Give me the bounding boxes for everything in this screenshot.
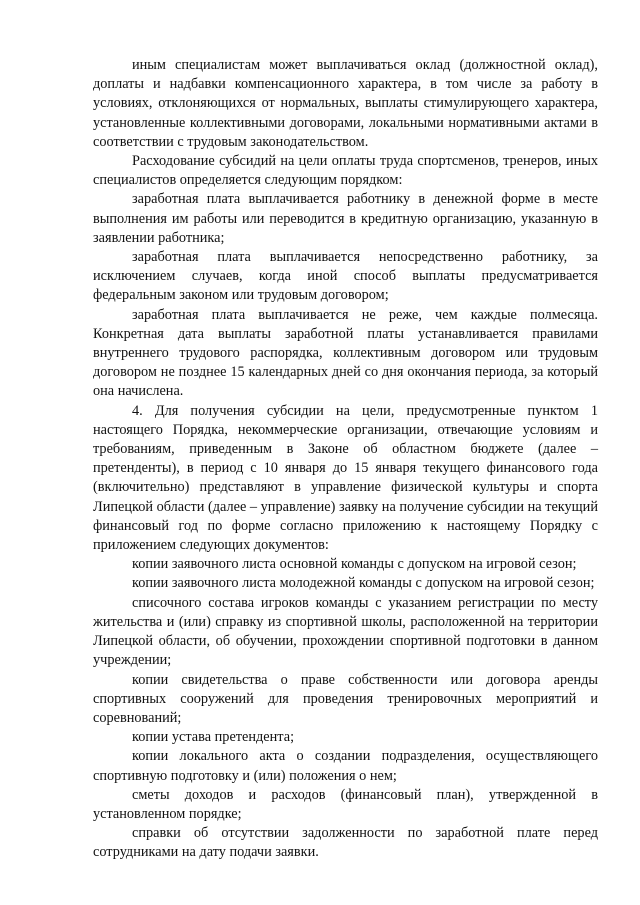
list-item-players-list: списочного состава игроков команды с указанием регистрации по месту жительства и (или) справку из спортивной школы, расположенной на территории Липецкой области, об обучении, прохождении спортивной подготовки в данном учреждении; (93, 594, 598, 669)
list-item-no-debt-certificate: справки об отсутствии задолженности по заработной плате перед сотрудниками на дату подачи заявки. (93, 825, 598, 861)
list-item-budget-estimate: сметы доходов и расходов (финансовый план), утвержденной в установленном порядке; (93, 786, 598, 822)
paragraph-payment-frequency: заработная плата выплачивается не реже, чем каждые полмесяца. Конкретная дата выплаты заработной платы устанавливается правилами внутреннего трудового распорядка, коллективным договором или трудовым договором не позднее 15 календарных дней со дня окончания периода, за который она начислена. (93, 306, 598, 400)
list-item-main-team-roster: копии заявочного листа основной команды с допуском на игровой сезон; (132, 556, 577, 573)
paragraph-payment-form: заработная плата выплачивается работнику в денежной форме в месте выполнения им работы или переводится в кредитную организацию, указанную в заявлении работника; (93, 191, 598, 246)
paragraph-item-4: 4. Для получения субсидии на цели, предусмотренные пунктом 1 настоящего Порядка, некоммерческие организации, отвечающие условиям и требованиям, приведенным в Законе об областном бюджете (далее – претенденты), в период с 10 января до 15 января текущего финансового года (включительно) представляют в управление физической культуры и спорта Липецкой области (далее – управление) заявку на получение субсидии на текущий финансовый год по форме согласно приложению к настоящему Порядку с приложением следующих документов: (93, 402, 598, 554)
document-body (93, 56, 598, 863)
paragraph-subsidy-spending: Расходование субсидий на цели оплаты труда спортсменов, тренеров, иных специалистов определяется следующим порядком: (93, 153, 598, 189)
list-item-property-certificate: копии свидетельства о праве собственности или договора аренды спортивных сооружений для проведения тренировочных мероприятий и соревнований; (93, 671, 598, 726)
paragraph-salary-continuation: иным специалистам может выплачиваться оклад (должностной оклад), доплаты и надбавки компенсационного характера, в том числе за работу в условиях, отклоняющихся от нормальных, выплаты стимулирующего характера, установленные коллективными договорами, локальными нормативными актами в соответствии с трудовым законодательством. (93, 57, 598, 150)
list-item-charter: копии устава претендента; (132, 729, 295, 746)
list-item-local-act: копии локального акта о создании подразделения, осуществляющего спортивную подготовку и (или) положения о нем; (93, 748, 598, 784)
paragraph-payment-direct: заработная плата выплачивается непосредственно работнику, за исключением случаев, когда иной способ выплаты предусматривается федеральным законом или трудовым договором; (93, 249, 598, 304)
list-item-youth-team-roster: копии заявочного листа молодежной команды с допуском на игровой сезон; (132, 575, 595, 592)
